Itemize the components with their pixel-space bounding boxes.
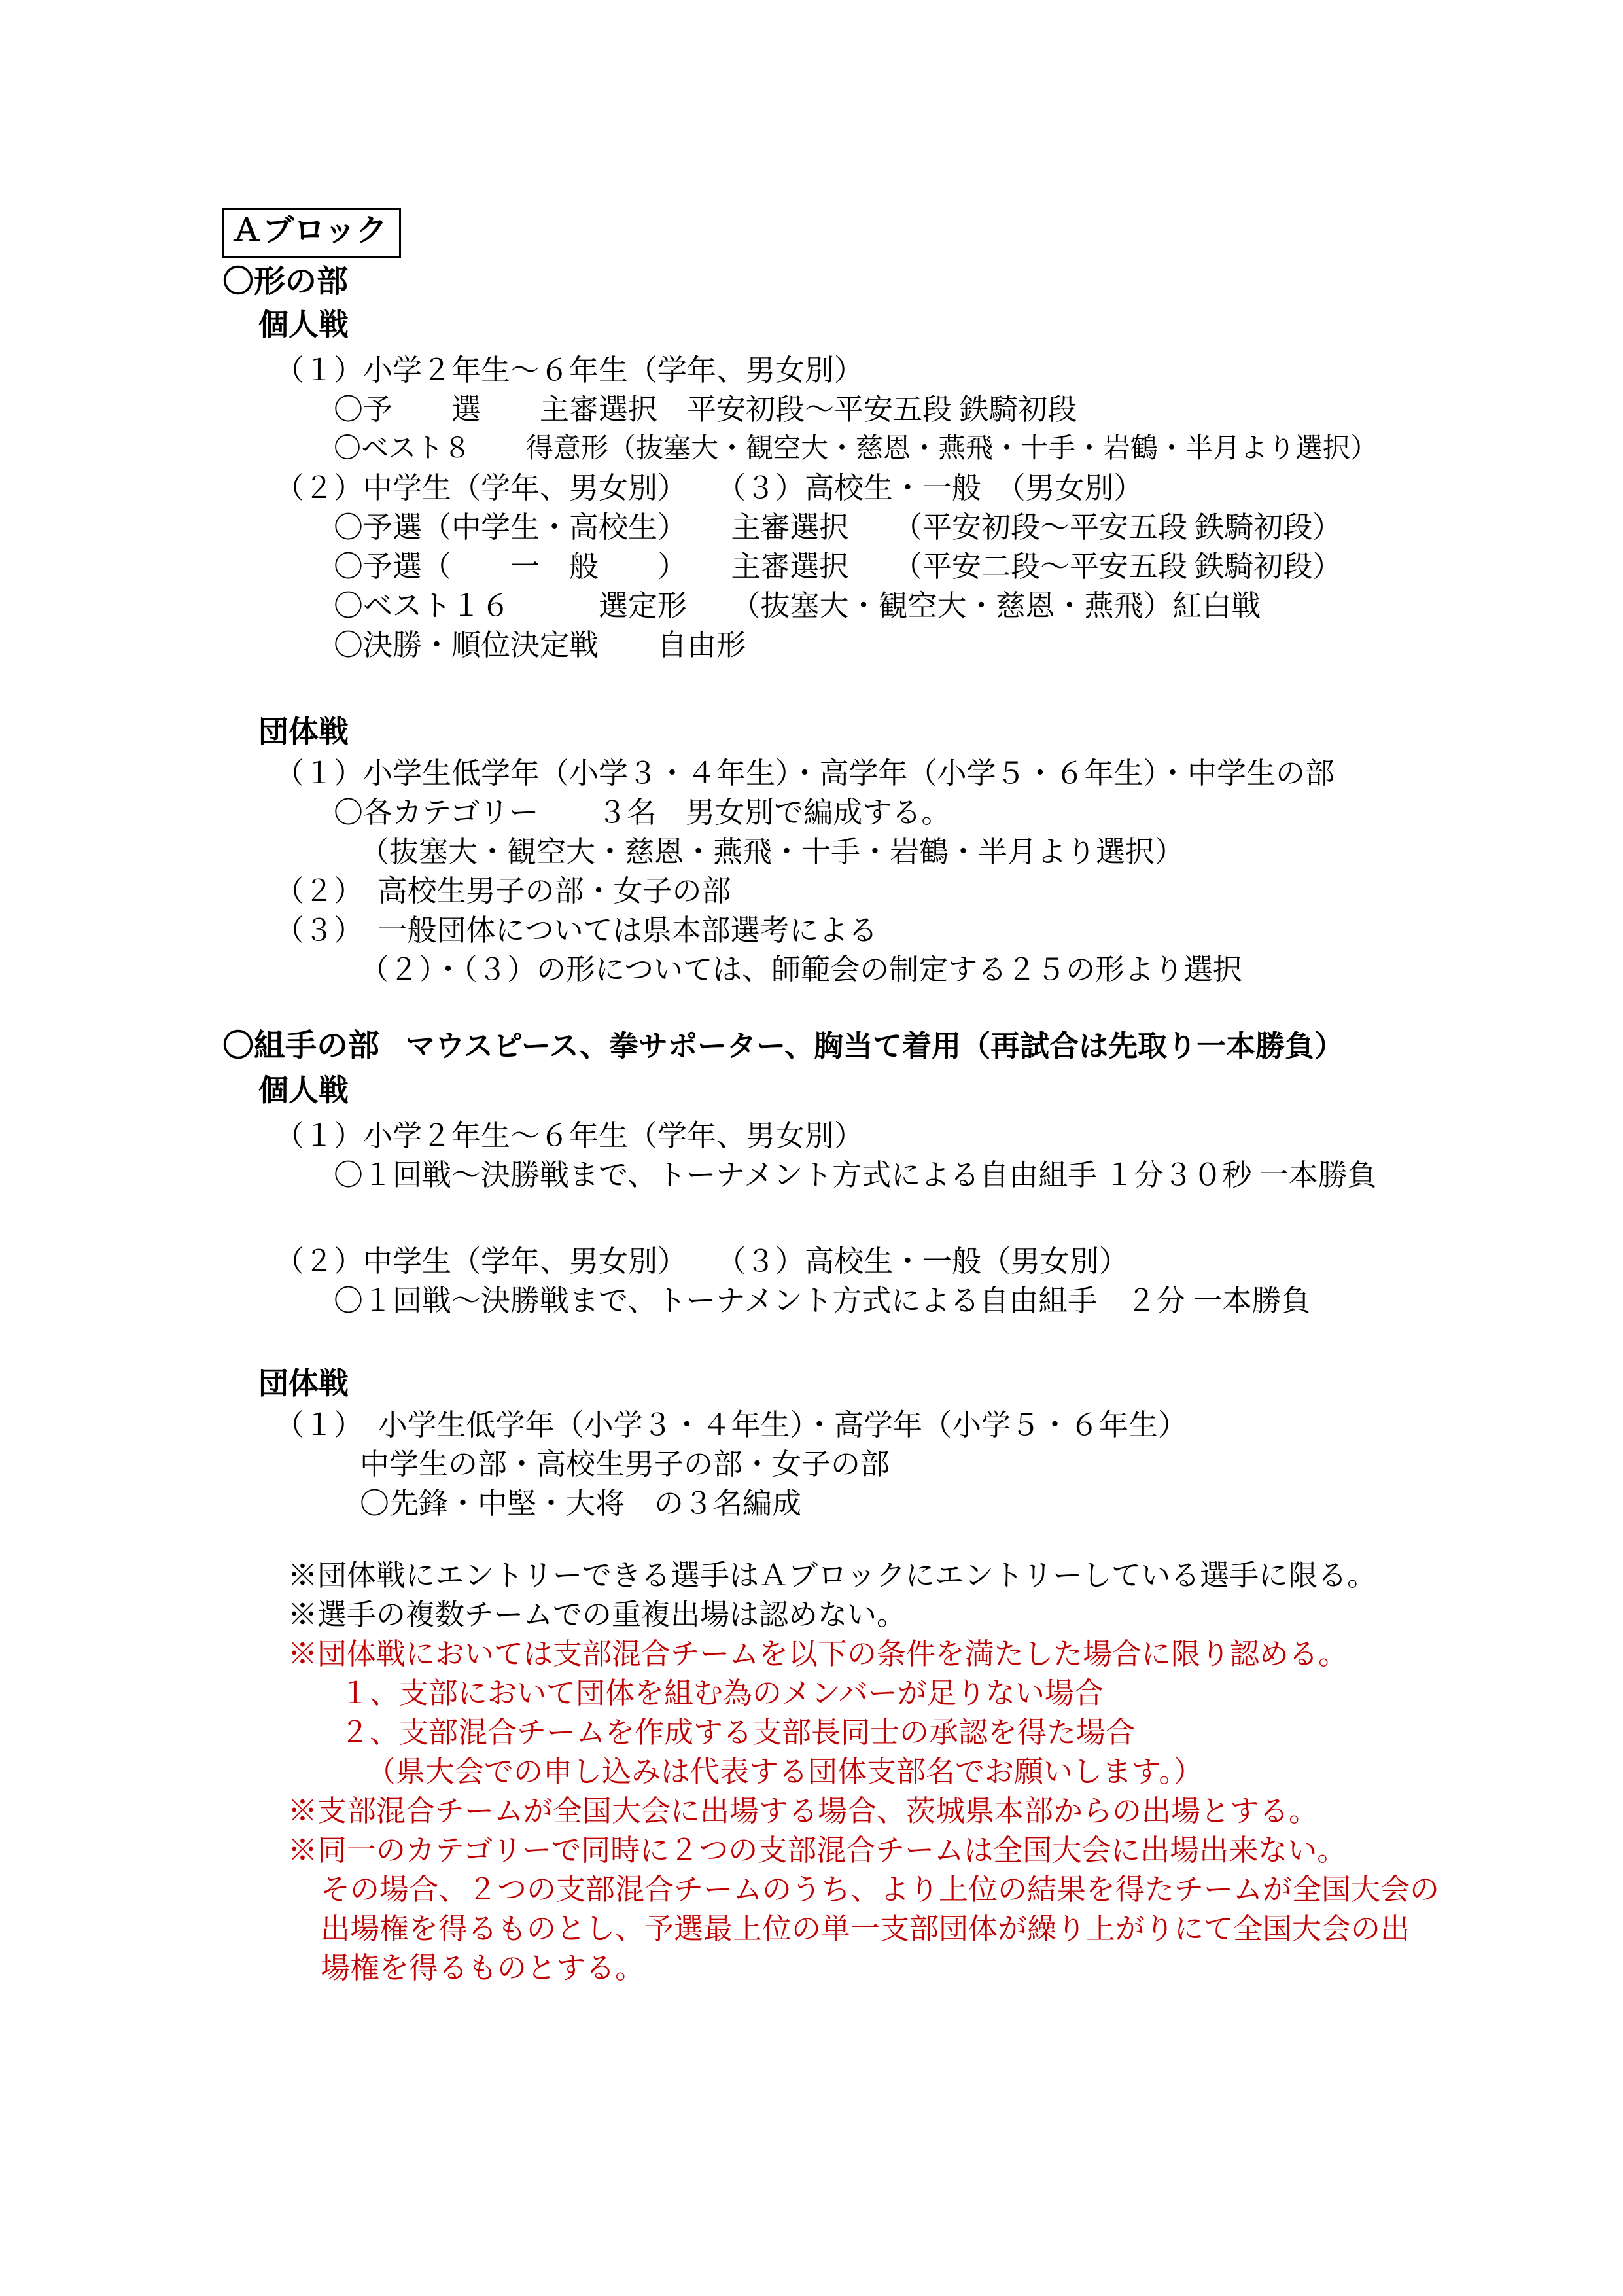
kata-individual-line: 〇予選（ 一 般 ） 主審選択 （平安二段～平安五段 鉄騎初段） xyxy=(334,550,1342,583)
red-note-line: （県大会での申し込みは代表する団体支部名でお願いします。） xyxy=(366,1756,1203,1788)
red-note-line: ※同一のカテゴリーで同時に２つの支部混合チームは全国大会に出場出来ない。 xyxy=(288,1834,1347,1867)
kata-individual-heading: 個人戦 xyxy=(258,308,349,342)
red-note-line: 場権を得るものとする。 xyxy=(321,1952,645,1985)
kata-individual-line: 〇ベスト８ 得意形（抜塞大・観空大・慈恩・燕飛・十手・岩鶴・半月より選択） xyxy=(334,434,1378,464)
kata-individual-line: 〇ベスト１６ 選定形 （抜塞大・観空大・慈恩・燕飛）紅白戦 xyxy=(334,590,1261,622)
kumite-team-heading: 団体戦 xyxy=(258,1367,349,1400)
red-note-line: ※団体戦においては支部混合チームを以下の条件を満たした場合に限り認める。 xyxy=(288,1638,1348,1670)
kumite-individual-line: （１）小学２年生～６年生（学年、男女別） xyxy=(275,1120,864,1152)
kumite-heading-note: マウスピース、拳サポーター、胸当て着用（再試合は先取り一本勝負） xyxy=(406,1030,1344,1063)
note-line: ※団体戦にエントリーできる選手はＡブロックにエントリーしている選手に限る。 xyxy=(288,1559,1377,1592)
kumite-individual-line: （２）中学生（学年、男女別） （３）高校生・一般（男女別） xyxy=(275,1245,1129,1278)
red-note-line: １、支部において団体を組む為のメンバーが足りない場合 xyxy=(340,1677,1104,1710)
kata-individual-line: 〇予 選 主審選択 平安初段～平安五段 鉄騎初段 xyxy=(334,393,1077,426)
block-label-row xyxy=(222,208,1564,258)
kumite-team-line: （１） 小学生低学年（小学３・４年生）・高学年（小学５・６年生） xyxy=(275,1409,1188,1441)
kata-team-line: （抜塞大・観空大・慈恩・燕飛・十手・岩鶴・半月より選択） xyxy=(360,836,1185,868)
kata-individual-line: （２）中学生（学年、男女別） （３）高校生・一般 （男女別） xyxy=(275,472,1143,504)
block-label: Ａブロック xyxy=(222,208,401,258)
kumite-team-line: 〇先鋒・中堅・大将 の３名編成 xyxy=(360,1487,802,1520)
red-note-line: ※支部混合チームが全国大会に出場する場合、茨城県本部からの出場とする。 xyxy=(288,1795,1319,1828)
kumite-team-line: 中学生の部・高校生男子の部・女子の部 xyxy=(360,1448,890,1481)
kata-individual-line: 〇決勝・順位決定戦 自由形 xyxy=(334,629,746,662)
kumite-heading-text: 〇組手の部 xyxy=(222,1029,380,1063)
kata-individual-line: （１）小学２年生～６年生（学年、男女別） xyxy=(275,354,864,387)
kata-team-line: （１）小学生低学年（小学３・４年生）・高学年（小学５・６年生）・中学生の部 xyxy=(275,757,1335,790)
kata-individual-line: 〇予選（中学生・高校生） 主審選択 （平安初段～平安五段 鉄騎初段） xyxy=(334,511,1342,544)
kumite-individual-line: 〇１回戦～決勝戦まで、トーナメント方式による自由組手 ２分 一本勝負 xyxy=(334,1284,1311,1317)
red-note-line: その場合、２つの支部混合チームのうち、より上位の結果を得たチームが全国大会の xyxy=(321,1873,1440,1906)
kata-section-heading: 〇形の部 xyxy=(222,264,349,299)
kumite-individual-line: 〇１回戦～決勝戦まで、トーナメント方式による自由組手 １分３０秒 一本勝負 xyxy=(334,1159,1377,1192)
kata-team-heading: 団体戦 xyxy=(258,715,349,749)
red-note-line: 出場権を得るものとし、予選最上位の単一支部団体が繰り上がりにて全国大会の出 xyxy=(321,1913,1410,1945)
kata-team-line: （３） 一般団体については県本部選考による xyxy=(275,914,878,947)
kata-team-line: （２） 高校生男子の部・女子の部 xyxy=(275,875,731,908)
note-line: ※選手の複数チームでの重複出場は認めない。 xyxy=(288,1598,907,1631)
kata-team-line: 〇各カテゴリー ３名 男女別で編成する。 xyxy=(334,796,951,829)
red-note-line: ２、支部混合チームを作成する支部長同士の承認を得た場合 xyxy=(340,1716,1136,1749)
kata-team-line: （２）・（３）の形については、師範会の制定する２５の形より選択 xyxy=(360,953,1243,986)
kumite-individual-heading: 個人戦 xyxy=(258,1074,349,1107)
kumite-section-heading xyxy=(222,1023,1564,1069)
